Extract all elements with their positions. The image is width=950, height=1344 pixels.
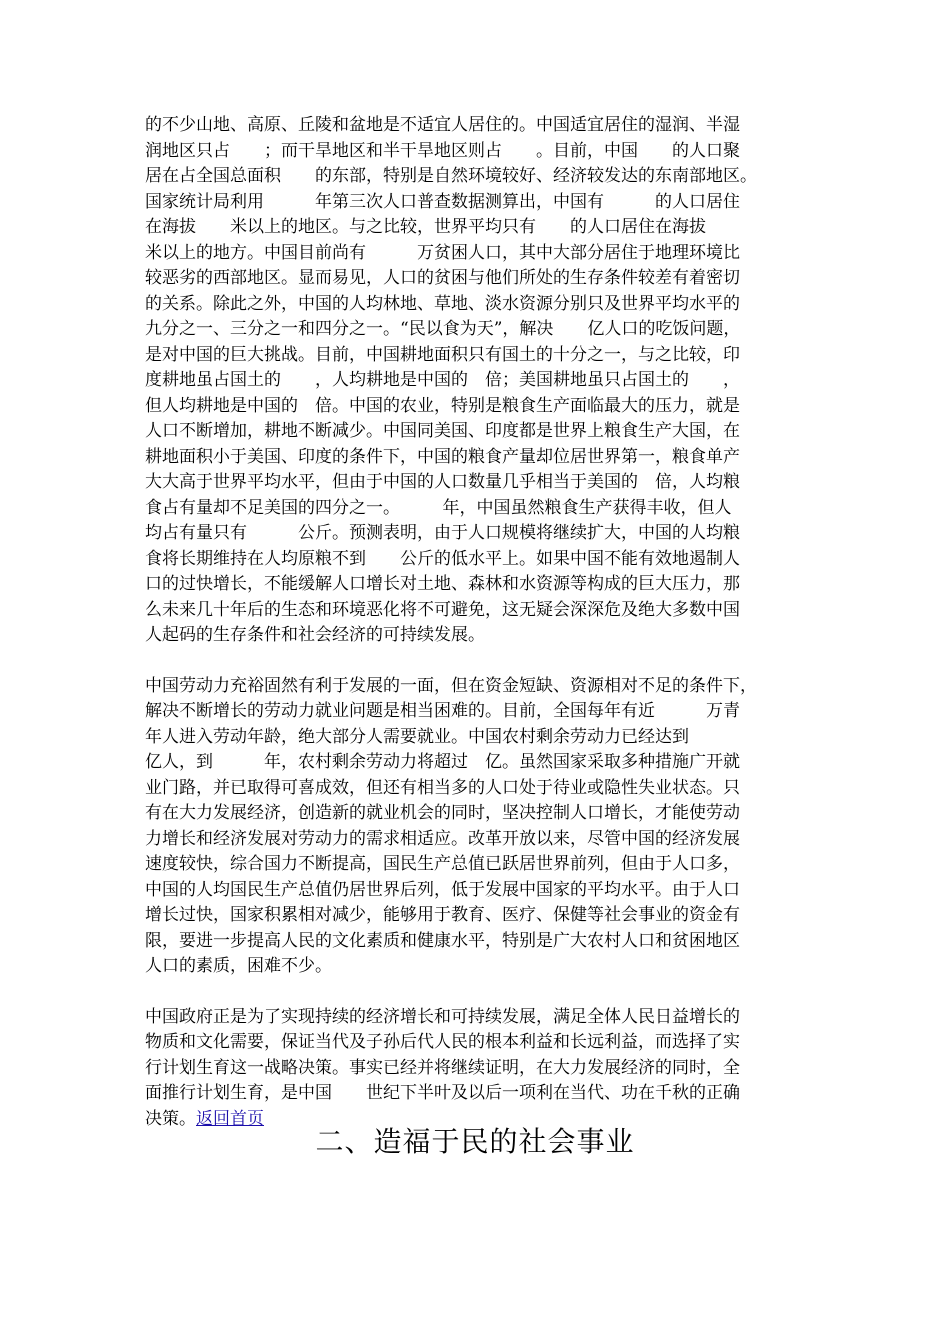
text-line: 物质和文化需要，保证当代及子孙后代人民的根本利益和长远利益，而选择了实 bbox=[145, 1032, 740, 1052]
text-line: 在海拔 米以上的地区。与之比较，世界平均只有 的人口居住在海拔 bbox=[145, 217, 706, 237]
text-line: 食占有量却不足美国的四分之一。 年，中国虽然粮食生产获得丰收，但人 bbox=[145, 497, 732, 518]
paragraph-spacer bbox=[145, 980, 809, 1005]
text-line: 业门路，并已取得可喜成效，但还有相当多的人口处于待业或隐性失业状态。只 bbox=[145, 777, 740, 798]
text-line: 亿人，到 年，农村剩余劳动力将超过 亿。虽然国家采取多种措施广开就 bbox=[145, 752, 740, 772]
text-line: 力增长和经济发展对劳动力的需求相适应。改革开放以来，尽管中国的经济发展 bbox=[145, 828, 740, 849]
text-line: 较恶劣的西部地区。显而易见，人口的贫困与他们所处的生存条件较差有着密切 bbox=[145, 268, 740, 288]
text-line: 是对中国的巨大挑战。目前，中国耕地面积只有国土的十分之一，与之比较，印 bbox=[145, 344, 740, 365]
text-line: 中国的人均国民生产总值仍居世界后列，低于发展中国家的平均水平。由于人口 bbox=[145, 879, 740, 900]
text-line: 的不少山地、高原、丘陵和盆地是不适宜人居住的。中国适宜居住的湿润、半湿 bbox=[145, 115, 740, 135]
paragraph-labor-employment bbox=[145, 674, 809, 980]
text-line: 年人进入劳动年龄，绝大部分人需要就业。中国农村剩余劳动力已经达到 bbox=[145, 726, 689, 747]
text-line: 限，要进一步提高人民的文化素质和健康水平，特别是广大农村人口和贫困地区 bbox=[145, 930, 740, 951]
text-line: 有在大力发展经济，创造新的就业机会的同时，坚决控制人口增长，才能使劳动 bbox=[145, 803, 740, 823]
text-line: 居在占全国总面积 的东部，特别是自然环境较好、经济较发达的东南部地区。 bbox=[145, 166, 757, 186]
text-line: 中国劳动力充裕固然有利于发展的一面，但在资金短缺、资源相对不足的条件下， bbox=[145, 675, 757, 696]
text-line: 耕地面积小于美国、印度的条件下，中国的粮食产量却位居世界第一，粮食单产 bbox=[145, 446, 740, 467]
text-line: 大大高于世界平均水平，但由于中国的人口数量几乎相当于美国的 倍，人均粮 bbox=[145, 472, 740, 492]
text-line: 人口不断增加，耕地不断减少。中国同美国、印度都是世界上粮食生产大国，在 bbox=[145, 421, 740, 441]
text-line: 度耕地虽占国土的 ，人均耕地是中国的 倍；美国耕地虽只占国土的 ， bbox=[145, 370, 740, 390]
text-line: 增长过快，国家积累相对减少，能够用于教育、医疗、保健等社会事业的资金有 bbox=[145, 905, 740, 925]
paragraph-spacer bbox=[145, 649, 809, 674]
text-line: 解决不断增长的劳动力就业问题是相当困难的。目前，全国每年有近 万青 bbox=[145, 701, 740, 721]
text-line: 速度较快，综合国力不断提高，国民生产总值已跃居世界前列，但由于人口多， bbox=[145, 854, 740, 874]
text-line: 的关系。除此之外，中国的人均林地、草地、淡水资源分别只及世界平均水平的 bbox=[145, 293, 740, 314]
text-line: 但人均耕地是中国的 倍。中国的农业，特别是粮食生产面临最大的压力，就是 bbox=[145, 395, 740, 416]
text-line: 人起码的生存条件和社会经济的可持续发展。 bbox=[145, 625, 485, 645]
text-line: 食将长期维持在人均原粮不到 公斤的低水平上。如果中国不能有效地遏制人 bbox=[145, 548, 740, 569]
article-body bbox=[145, 113, 809, 1132]
text-line: 均占有量只有 公斤。预测表明，由于人口规模将继续扩大，中国的人均粮 bbox=[145, 523, 740, 543]
text-line: 米以上的地方。中国目前尚有 万贫困人口，其中大部分居住于地理环境比 bbox=[145, 242, 740, 263]
text-line-content: 决策。 bbox=[145, 1108, 196, 1129]
text-line: 九分之一、三分之一和四分之一。“民以食为天”，解决 亿人口的吃饭问题， bbox=[145, 319, 741, 339]
text-line: 润地区只占 ；而干旱地区和半干旱地区则占 。目前，中国 的人口聚 bbox=[145, 140, 740, 161]
text-line: 国家统计局利用 年第三次人口普查数据测算出，中国有 的人口居住 bbox=[145, 191, 740, 212]
home-link[interactable]: 返回首页 bbox=[196, 1108, 264, 1129]
text-line: 面推行计划生育，是中国 世纪下半叶及以后一项利在当代、功在千秋的正确 bbox=[145, 1083, 740, 1103]
paragraph-population-resources bbox=[145, 113, 809, 649]
paragraph-family-planning bbox=[145, 1005, 809, 1107]
text-line: 口的过快增长，不能缓解人口增长对土地、森林和水资源等构成的巨大压力，那 bbox=[145, 574, 740, 594]
text-line: 么未来几十年后的生态和环境恶化将不可避免，这无疑会深深危及绝大多数中国 bbox=[145, 599, 740, 620]
text-line: 人口的素质，困难不少。 bbox=[145, 956, 332, 976]
text-line: 中国政府正是为了实现持续的经济增长和可持续发展，满足全体人民日益增长的 bbox=[145, 1006, 740, 1027]
section-heading: 二、造福于民的社会事业 bbox=[315, 1125, 635, 1158]
text-line: 行计划生育这一战略决策。事实已经并将继续证明，在大力发展经济的同时，全 bbox=[145, 1057, 740, 1078]
